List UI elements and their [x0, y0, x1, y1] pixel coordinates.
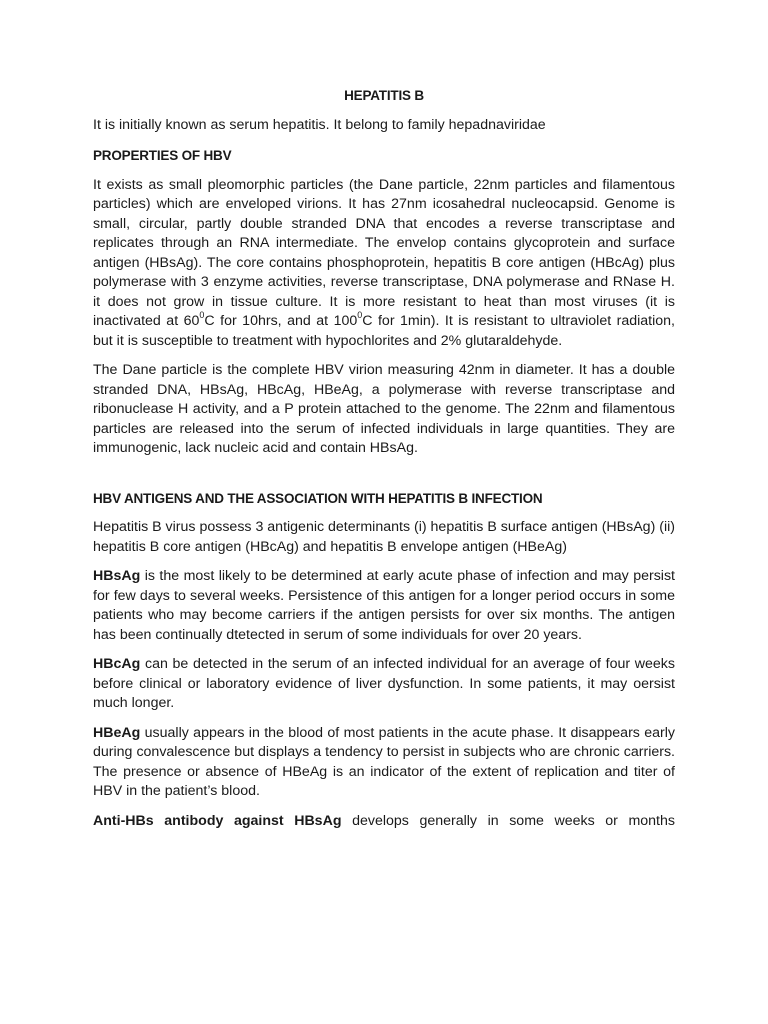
anti-hbs-text: develops generally in some weeks or months — [341, 812, 675, 829]
hbcag-text: can be detected in the serum of an infected individual for an average of four weeks before clinical or laboratory evidence of liver dysfunction. In some patients, it may oersist much longer. — [93, 656, 675, 711]
hbeag-paragraph — [93, 724, 675, 802]
antigens-intro-paragraph: Hepatitis B virus possess 3 antigenic determinants (i) hepatitis B surface antigen (HBsAg) (ii) hepatitis B core antigen (HBcAg) and hepatitis B envelope antigen (HBeAg) — [93, 519, 675, 555]
properties-heading: PROPERTIES OF HBV — [93, 148, 232, 163]
properties-text-b: C for 10hrs, and at 100 — [204, 313, 358, 329]
hbsag-text: is the most likely to be determined at early acute phase of infection and may persist for few days to several weeks. Persistence of this antigen for a longer period occurs in some patients who may become carriers if the antigen persists for over six months. The antigen has been continually dtetected in serum of some individuals for over 20 years. — [93, 568, 675, 643]
hbeag-term: HBeAg — [93, 724, 141, 741]
anti-hbs-paragraph — [93, 812, 675, 832]
anti-hbs-term: Anti-HBs antibody against HBsAg — [93, 812, 342, 829]
properties-text-a: It exists as small pleomorphic particles (the Dane particle, 22nm particles and filamentous particles) which are enveloped virions. It has 27nm icosahedral nucleocapsid. Genome is small, circular, partly double stranded DNA that encodes a reverse transcriptase and replicates through an RNA intermediate. The envelop contains glycoprotein and surface antigen (HBsAg). The core contains phosphoprotein, hepatitis B core antigen (HBcAg) plus polymerase with 3 enzyme activities, reverse transcriptase, DNA polymerase and RNase H. it does not grow in tissue culture. It is more resistant to heat than most viruses (it is inactivated at 60 — [93, 176, 675, 329]
hbsag-paragraph — [93, 567, 675, 645]
section-spacer — [93, 469, 675, 489]
properties-text-c: C for 1min). It is resistant to ultraviolet radiation, but it is susceptible to treatment with hypochlorites and 2% glutaraldehyde. — [93, 313, 675, 349]
hbcag-paragraph — [93, 655, 675, 714]
antigens-heading: HBV ANTIGENS AND THE ASSOCIATION WITH HEPATITIS B INFECTION — [93, 490, 543, 506]
properties-paragraph-2: The Dane particle is the complete HBV virion measuring 42nm in diameter. It has a double stranded DNA, HBsAg, HBcAg, HBeAg, a polymerase with reverse transcriptase and ribonuclease H activity, and a P protein attached to the genome. The 22nm and filamentous particles are released into the serum of infected individuals in large quantities. They are immunogenic, lack nucleic acid and contain HBsAg. — [93, 362, 675, 456]
document-title: HEPATITIS B — [344, 88, 424, 103]
intro-paragraph: It is initially known as serum hepatitis. It belong to family hepadnaviridae — [93, 116, 546, 133]
properties-paragraph-1 — [93, 176, 675, 352]
degree-superscript-1: 0 — [199, 310, 205, 321]
hbsag-term: HBsAg — [93, 568, 141, 584]
degree-superscript-2: 0 — [357, 310, 363, 321]
hbcag-term: HBcAg — [93, 656, 141, 672]
document-page — [93, 86, 675, 841]
hbeag-text: usually appears in the blood of most patients in the acute phase. It disappears early during convalescence but displays a tendency to persist in subjects who are chronic carriers. The presence or absence of HBeAg is an indicator of the extent of replication and titer of HBV in the patient’s blood. — [93, 724, 675, 799]
